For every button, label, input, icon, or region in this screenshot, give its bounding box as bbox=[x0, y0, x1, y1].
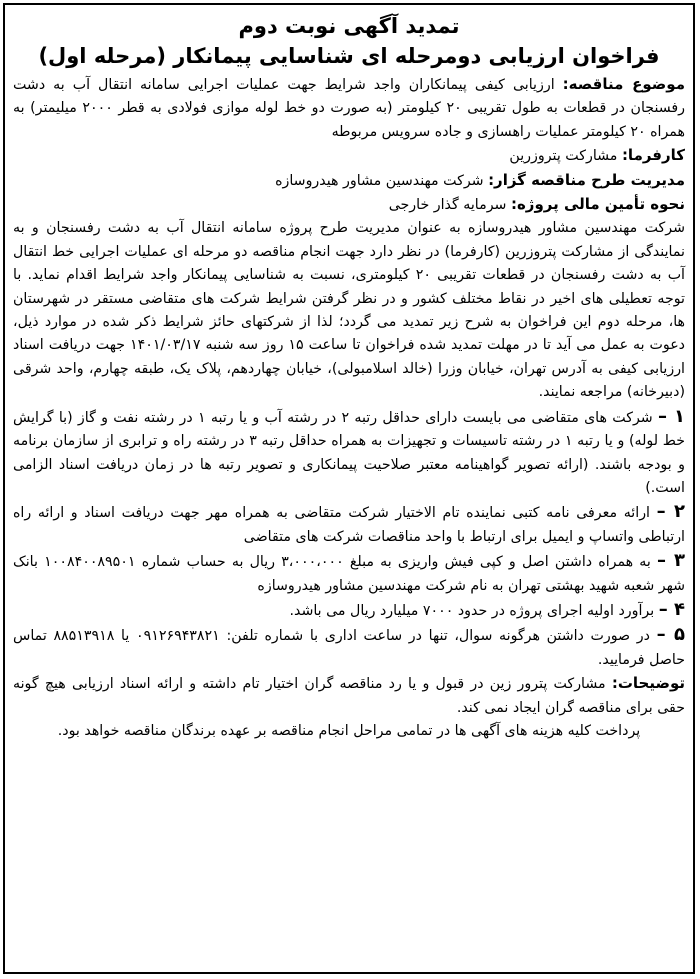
footer-paragraph: پرداخت کلیه هزینه های آگهی ها در تمامی مراحل انجام مناقصه بر عهده برندگان مناقصه خواهد بود. bbox=[57, 722, 641, 739]
requirement-item-2 bbox=[13, 500, 685, 549]
requirement-text: در صورت داشتن هرگونه سوال، تنها در ساعت اداری با شماره تلفن: ۰۹۱۲۶۹۴۳۸۲۱ یا ۸۸۵۱۳۹۱۸ تماس حاصل فرمایید. bbox=[13, 628, 685, 668]
requirement-text: برآورد اولیه اجرای پروژه در حدود ۷۰۰۰ میلیارد ریال می باشد. bbox=[289, 602, 655, 619]
notes-paragraph bbox=[13, 672, 685, 720]
management-paragraph bbox=[13, 169, 685, 193]
requirement-item-1 bbox=[13, 405, 685, 501]
notes-text: مشارکت پترور زین در قبول و یا رد مناقصه گران اختیار تام داشته و ارائه اسناد ارزیابی هیچ گونه حقی برای مناقصه گران ایجاد نمی کند. bbox=[13, 676, 685, 716]
employer-text: مشارکت پتروزرین bbox=[509, 148, 618, 165]
subject-paragraph bbox=[13, 73, 685, 144]
requirement-number: ۲ – bbox=[656, 501, 685, 523]
financing-text: سرمایه گذار خارجی bbox=[388, 197, 507, 214]
requirement-text: ارائه معرفی نامه کتبی نماینده تام الاختیار شرکت متقاضی به همراه مهر جهت دریافت اسناد و ارائه راه ارتباطی واتساپ و ایمیل برای ارتباط با واحد مناقصات شرکت های متقاضی bbox=[13, 505, 685, 545]
subject-label: موضوع مناقصه: bbox=[562, 75, 685, 93]
requirement-number: ۵ – bbox=[656, 624, 685, 646]
requirement-number: ۱ – bbox=[657, 405, 685, 427]
requirement-item-5 bbox=[13, 623, 685, 672]
employer-paragraph bbox=[13, 144, 685, 168]
requirement-item-3 bbox=[13, 549, 685, 598]
requirement-text: به همراه داشتن اصل و کپی فیش واریزی به مبلغ ۳،۰۰۰،۰۰۰ ریال به حساب شماره ۱۰۰۸۴۰۰۸۹۵۰۱ بانک شهر شعبه شهید بهشتی تهران به نام شرکت مهندسین مشاور هیدروسازه bbox=[13, 554, 685, 594]
financing-label: نحوه تأمین مالی پروژه: bbox=[510, 195, 685, 214]
notice-frame bbox=[3, 3, 695, 974]
requirement-item-4 bbox=[13, 598, 685, 623]
management-label: مدیریت طرح مناقصه گزار: bbox=[488, 170, 685, 189]
employer-label: کارفرما: bbox=[621, 146, 685, 165]
requirement-text: شرکت های متقاضی می بایست دارای حداقل رتبه ۲ در رشته آب و یا رتبه ۱ در رشته نفت و گاز (با گرایش خط لوله) و یا رتبه ۱ در رشته تاسیسات و تجهیزات به همراه حداقل رتبه ۳ در رشته راه و ترابری از سازمان برنامه و بودجه باشند. (ارائه تصویر گواهینامه معتبر صلاحیت پیمانکاری و تصویر رتبه ها در زمان دریافت اسناد الزامی است.) bbox=[13, 409, 685, 496]
requirement-number: ۳ – bbox=[657, 550, 685, 572]
intro-paragraph: شرکت مهندسین مشاور هیدروسازه به عنوان مدیریت طرح پروژه سامانه انتقال آب به دشت رفسنجان و به نمایندگی از مشارکت پتروزرین (کارفرما) در نظر دارد جهت انجام مناقصه دو مرحله ای عملیات اجرایی خط انتقال آب به دشت رفسنجان در قطعات تقریبی ۲۰ کیلومتری، نسبت به شناسایی پیمانکار واجد شرایط اقدام نماید. با توجه تعطیلی های اخیر در نقاط مختلف کشور و در نظر گرفتن شرایط شرکت های متقاضی مستقر در شهرستان ها، مرحله دوم این فراخوان به شرح زیر تمدید می گردد؛ لذا از شرکتهای حائز شرایط ذکر شده در موارد ذیل، دعوت به عمل می آید تا در مهلت تمدید شده فراخوان تا ساعت ۱۵ روز سه شنبه ۱۴۰۱/۰۳/۱۷ جهت دریافت اسناد ارزیابی کیفی به آدرس تهران، خیابان وزرا (خالد اسلامبولی)، خیابان چهاردهم، پلاک یک، طبقه چهارم، واحد شرقی (دبیرخانه) مراجعه نمایند. bbox=[13, 220, 685, 401]
subject-text: ارزیابی کیفی پیمانکاران واجد شرایط جهت عملیات اجرایی سامانه انتقال آب به دشت رفسنجان در قطعات به طول تقریبی ۲۰ کیلومتر (به صورت دو خط لوله موازی فولادی به قطر ۲۰۰۰ میلیمتر) به همراه ۲۰ کیلومتر عملیات راهسازی و جاده سرویس مربوطه bbox=[13, 77, 686, 140]
management-text: شرکت مهندسین مشاور هیدروسازه bbox=[275, 172, 484, 189]
requirement-number: ۴ – bbox=[658, 598, 685, 620]
notice-title: تمدید آگهی نوبت دوم bbox=[238, 14, 460, 38]
notes-label: توضیحات: bbox=[611, 674, 685, 693]
financing-paragraph bbox=[13, 193, 685, 217]
notice-subtitle: فراخوان ارزیابی دومرحله ای شناسایی پیمانکار (مرحله اول) bbox=[38, 44, 660, 68]
